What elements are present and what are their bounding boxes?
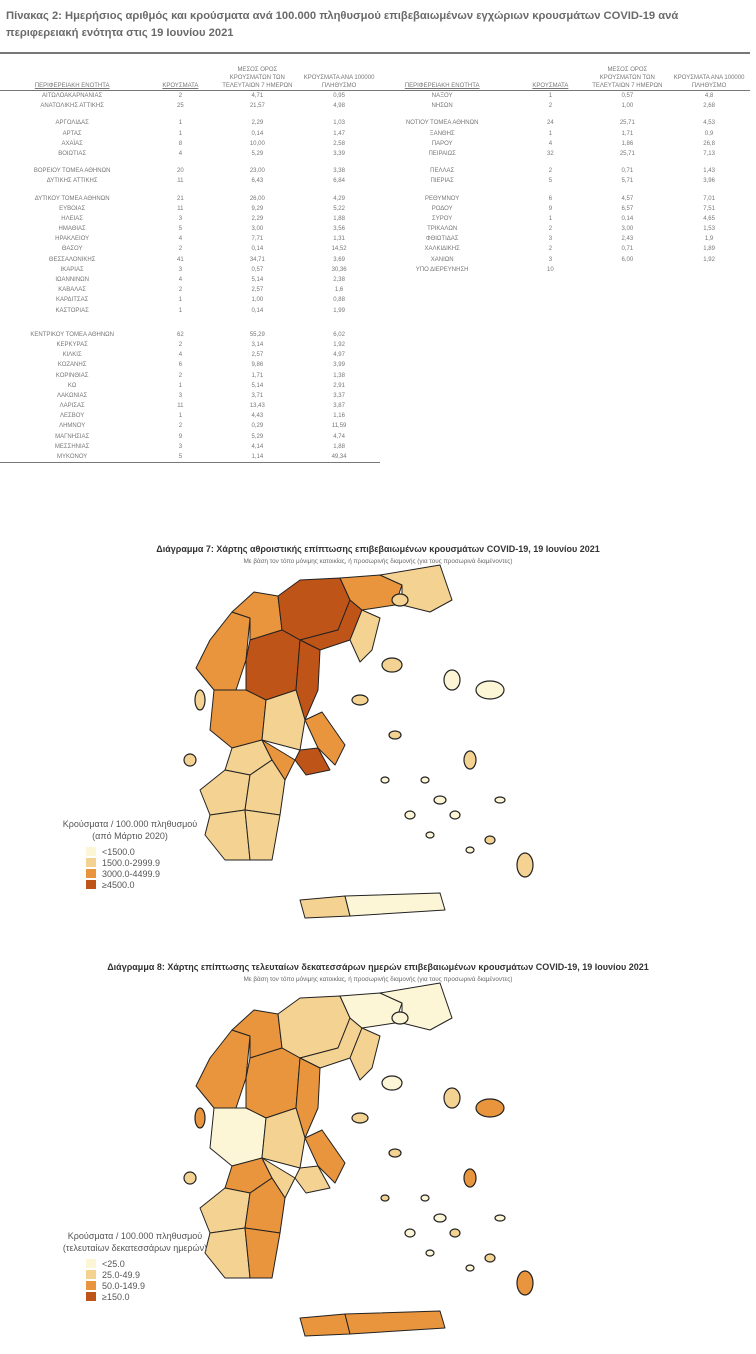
map-island <box>466 1265 474 1271</box>
cell-per100k: 7,51 <box>703 205 715 212</box>
cell-region: ΜΥΚΟΝΟΥ <box>57 454 88 460</box>
cell-cases: 24 <box>547 120 554 127</box>
cell-region: ΑΡΓΟΛΙΔΑΣ <box>55 120 89 127</box>
cell-per100k: 3,96 <box>703 178 715 185</box>
cell-avg7: 1,71 <box>621 130 634 137</box>
cell-region: ΦΘΙΩΤΙΔΑΣ <box>425 236 459 243</box>
cell-per100k: 3,56 <box>333 226 345 233</box>
header-avg7: ΜΕΣΟΣ ΟΡΟΣ ΚΡΟΥΣΜΑΤΩΝ ΤΩΝ ΤΕΛΕΥΤΑΙΩΝ 7 ΗΜΕΡΩΝ <box>222 67 293 89</box>
cell-per100k: 1,03 <box>333 120 345 127</box>
cell-cases: 1 <box>178 120 183 127</box>
cell-region: ΛΕΣΒΟΥ <box>60 413 85 420</box>
cell-cases: 25 <box>177 103 184 110</box>
cell-cases: 5 <box>178 226 183 233</box>
cell-cases: 9 <box>548 205 553 212</box>
legend-swatch <box>86 1281 96 1290</box>
cell-avg7: 6,43 <box>251 178 264 185</box>
cell-per100k: 2,58 <box>333 140 345 147</box>
cell-avg7: 3,00 <box>251 226 264 233</box>
cell-region: ΘΕΣΣΑΛΟΝΙΚΗΣ <box>48 256 96 263</box>
map-region-sterea-e <box>262 1108 305 1168</box>
map-region-epirus <box>196 1030 250 1108</box>
cell-region: ΚΑΣΤΟΡΙΑΣ <box>55 307 89 314</box>
legend-label: 25.0-49.9 <box>102 1269 141 1280</box>
cell-avg7: 5,29 <box>251 150 264 157</box>
cell-cases: 41 <box>177 256 184 263</box>
map-island <box>464 1169 476 1187</box>
cell-cases: 11 <box>177 403 184 410</box>
cell-region: ΚΙΛΚΙΣ <box>62 352 82 359</box>
map8-legend <box>40 1230 230 1302</box>
map7-subtitle: Με βάση τον τόπο μόνιμης κατοικίας, ή προσωρινής διαμονής (για τους προσωρινά διαμένοντες) <box>243 558 513 565</box>
cell-cases: 4 <box>178 352 183 359</box>
cell-avg7: 7,71 <box>251 236 264 243</box>
cell-cases: 2 <box>548 168 553 175</box>
cell-avg7: 0,14 <box>251 307 264 314</box>
cell-cases: 2 <box>178 246 183 253</box>
cell-avg7: 2,57 <box>251 352 264 359</box>
cell-avg7: 4,71 <box>251 93 264 99</box>
cell-cases: 6 <box>178 362 183 369</box>
header-cases: ΚΡΟΥΣΜΑΤΑ <box>532 83 569 89</box>
map-island <box>421 1195 429 1201</box>
cell-avg7: 4,57 <box>621 195 634 202</box>
cell-region: ΧΑΛΚΙΔΙΚΗΣ <box>424 246 460 253</box>
cell-per100k: 11,59 <box>331 423 347 430</box>
map-region-ilia <box>200 1188 250 1233</box>
header-avg7: ΜΕΣΟΣ ΟΡΟΣ ΚΡΟΥΣΜΑΤΩΝ ΤΩΝ ΤΕΛΕΥΤΑΙΩΝ 7 ΗΜΕΡΩΝ <box>592 67 663 89</box>
map-island <box>434 1214 446 1222</box>
header-region: ΠΕΡΙΦΕΡΕΙΑΚΗ ΕΝΟΤΗΤΑ <box>404 83 480 89</box>
cell-region: ΘΑΣΟΥ <box>61 246 83 253</box>
cell-per100k: 4,97 <box>333 352 345 359</box>
cell-region: ΚΕΝΤΡΙΚΟΥ ΤΟΜΕΑ ΑΘΗΝΩΝ <box>30 331 114 338</box>
cell-region: ΡΕΘΥΜΝΟΥ <box>425 195 460 202</box>
cell-avg7: 5,71 <box>621 178 634 185</box>
cell-cases: 2 <box>178 372 183 379</box>
cell-avg7: 25,71 <box>619 150 635 157</box>
cell-per100k: 1,53 <box>703 226 715 233</box>
cell-cases: 21 <box>177 195 184 202</box>
map-island <box>485 1254 495 1262</box>
cell-region: ΧΑΝΙΩΝ <box>430 256 454 263</box>
cell-per100k: 2,91 <box>333 382 345 389</box>
cell-region: ΗΜΑΘΙΑΣ <box>58 226 86 233</box>
cell-region: ΒΟΙΩΤΙΑΣ <box>58 150 87 157</box>
header-cases: ΚΡΟΥΣΜΑΤΑ <box>162 83 199 89</box>
cell-cases: 3 <box>178 392 183 399</box>
cell-avg7: 2,29 <box>251 120 264 127</box>
cell-per100k: 4,74 <box>333 433 345 440</box>
cell-cases: 1 <box>178 413 183 420</box>
cell-avg7: 10,00 <box>249 140 265 147</box>
cell-region: ΑΝΑΤΟΛΙΚΗΣ ΑΤΤΙΚΗΣ <box>40 103 104 110</box>
legend-swatch <box>86 1259 96 1268</box>
cell-cases: 6 <box>548 195 553 202</box>
cell-cases: 32 <box>547 150 554 157</box>
cell-avg7: 0,14 <box>251 246 264 253</box>
cell-region: ΙΚΑΡΙΑΣ <box>60 266 84 273</box>
cell-avg7: 1,00 <box>251 297 264 304</box>
cell-region: ΛΑΡΙΣΑΣ <box>59 403 85 410</box>
cell-cases: 2 <box>548 103 553 110</box>
cell-region: ΗΛΕΙΑΣ <box>61 215 84 222</box>
cell-region: ΕΥΒΟΙΑΣ <box>59 205 86 212</box>
cell-avg7: 6,57 <box>621 205 634 212</box>
cell-region: ΙΩΑΝΝΙΝΩΝ <box>55 277 89 283</box>
map-island <box>184 1172 196 1184</box>
cell-per100k: 3,99 <box>333 362 345 369</box>
map8-title: Διάγραμμα 8: Χάρτης επίπτωσης τελευταίων δεκατεσσάρων ημερών επιβεβαιωμένων κρουσμάτων COVID-19, 19 Ιουνίου 2021 <box>107 962 649 972</box>
cell-cases: 5 <box>178 454 183 460</box>
cell-avg7: 5,14 <box>251 277 264 283</box>
cell-region: ΚΑΒΑΛΑΣ <box>58 287 87 294</box>
cell-region: ΝΑΞΟΥ <box>431 93 453 99</box>
cell-region: ΔΥΤΙΚΗΣ ΑΤΤΙΚΗΣ <box>46 178 98 185</box>
map-island <box>476 1099 504 1117</box>
cell-avg7: 1,86 <box>621 140 634 147</box>
cell-per100k: 1,99 <box>333 307 345 314</box>
map-island <box>195 1108 205 1128</box>
cell-cases: 1 <box>548 215 553 222</box>
cell-per100k: 3,87 <box>333 403 345 410</box>
cell-region: ΚΑΡΔΙΤΣΑΣ <box>55 297 89 304</box>
cell-per100k: 3,37 <box>333 392 345 399</box>
cell-cases: 1 <box>548 130 553 137</box>
cell-per100k: 26,8 <box>703 140 715 147</box>
cell-region: ΣΥΡΟΥ <box>432 215 453 222</box>
cell-region: ΜΑΓΝΗΣΙΑΣ <box>55 433 90 440</box>
map-island <box>405 1229 415 1237</box>
cell-avg7: 3,14 <box>251 341 264 348</box>
cell-cases: 2 <box>548 226 553 233</box>
cell-avg7: 0,71 <box>621 168 634 175</box>
cell-cases: 2 <box>548 246 553 253</box>
cell-per100k: 6,02 <box>333 331 345 338</box>
cell-avg7: 1,71 <box>251 372 264 379</box>
cell-per100k: 14,52 <box>331 246 347 253</box>
cell-region: ΑΙΤΩΛΟΑΚΑΡΝΑΝΙΑΣ <box>42 93 103 99</box>
cell-avg7: 0,29 <box>251 423 264 430</box>
legend-label: ≥150.0 <box>102 1291 130 1302</box>
cell-region: ΝΗΣΩΝ <box>431 103 453 110</box>
cell-per100k: 3,39 <box>333 150 345 157</box>
cell-avg7: 25,71 <box>619 120 635 127</box>
map-island <box>392 1012 408 1024</box>
cell-cases: 11 <box>177 178 184 185</box>
cell-avg7: 34,71 <box>249 256 265 263</box>
cell-avg7: 2,29 <box>251 215 264 222</box>
cell-cases: 4 <box>178 236 183 243</box>
table-title: Πίνακας 2: Ημερήσιος αριθμός και κρούσματα ανά 100.000 πληθυσμού επιβεβαιωμένων εγχώριων κρουσμάτων COVID-19 ανά περιφερειακή ενότητα στις 19 Ιουνίου 2021 <box>6 10 679 39</box>
cell-cases: 3 <box>548 256 553 263</box>
cell-cases: 8 <box>178 140 183 147</box>
cell-avg7: 0,71 <box>621 246 634 253</box>
cell-region: ΛΗΜΝΟΥ <box>59 423 86 430</box>
cell-region: ΠΕΙΡΑΙΩΣ <box>428 150 456 157</box>
cell-cases: 3 <box>178 215 183 222</box>
cell-cases: 4 <box>178 277 183 283</box>
cell-cases: 9 <box>178 433 183 440</box>
map-island <box>381 1195 389 1201</box>
cell-per100k: 3,38 <box>333 168 345 175</box>
cell-per100k: 3,69 <box>333 256 345 263</box>
map-region-lakonia <box>245 1228 280 1278</box>
cell-avg7: 2,43 <box>621 236 634 243</box>
cell-avg7: 1,00 <box>621 103 634 110</box>
legend-label: 3000.0-4499.9 <box>102 868 161 879</box>
cell-avg7: 55,29 <box>249 331 265 338</box>
map-island <box>444 1088 460 1108</box>
legend-item <box>86 1258 230 1269</box>
cell-region: ΗΡΑΚΛΕΙΟΥ <box>55 236 90 243</box>
legend-label: 1500.0-2999.9 <box>102 857 161 868</box>
cell-region: ΚΟΖΑΝΗΣ <box>57 362 87 369</box>
legend-label: <25.0 <box>102 1258 125 1269</box>
map-region-crete-w <box>300 1314 350 1336</box>
cell-region: ΝΟΤΙΟΥ ΤΟΜΕΑ ΑΘΗΝΩΝ <box>405 120 479 127</box>
legend-item <box>86 1280 230 1291</box>
cell-cases: 62 <box>177 331 184 338</box>
cell-region: ΜΕΣΣΗΝΙΑΣ <box>54 443 90 450</box>
header-per100k: ΚΡΟΥΣΜΑΤΑ ΑΝΑ 100000 ΠΛΗΘΥΣΜΟ <box>673 75 745 89</box>
legend-subtitle: (τελευταίων δεκατεσσάρων ημερών) <box>62 1243 208 1253</box>
map-region-thessaly-w <box>246 1048 300 1118</box>
cell-avg7: 0,14 <box>621 215 634 222</box>
cell-per100k: 1,9 <box>704 236 714 243</box>
cell-per100k: 1,47 <box>333 130 345 137</box>
cell-cases: 3 <box>178 443 183 450</box>
map-island <box>450 1229 460 1237</box>
cell-per100k: 30,36 <box>331 266 347 273</box>
cell-avg7: 4,43 <box>251 413 264 420</box>
cell-per100k: 1,6 <box>334 287 344 294</box>
cell-cases: 2 <box>178 423 183 430</box>
cell-region: ΔΥΤΙΚΟΥ ΤΟΜΕΑ ΑΘΗΝΩΝ <box>34 195 110 202</box>
cell-per100k: 0,9 <box>704 130 714 137</box>
cell-region: ΑΧΑΪΑΣ <box>61 140 83 147</box>
legend-label: ≥4500.0 <box>102 879 135 890</box>
cell-region: ΡΟΔΟΥ <box>431 205 453 212</box>
cell-avg7: 6,00 <box>621 256 634 263</box>
legend-title: Κρούσματα / 100.000 πληθυσμού <box>67 1231 203 1241</box>
cell-per100k: 4,65 <box>703 215 715 222</box>
cell-cases: 11 <box>177 205 184 212</box>
cell-per100k: 6,84 <box>333 178 345 185</box>
cell-avg7: 9,29 <box>251 205 264 212</box>
cell-per100k: 7,01 <box>703 195 715 202</box>
legend-subtitle: (από Μάρτιο 2020) <box>92 831 168 841</box>
map-island <box>389 1149 401 1157</box>
cell-cases: 4 <box>548 140 553 147</box>
cell-cases: 20 <box>177 168 184 175</box>
cell-per100k: 7,13 <box>703 150 715 157</box>
legend-swatch <box>86 1270 96 1279</box>
cell-region: ΠΕΛΛΑΣ <box>430 168 455 175</box>
cell-per100k: 1,88 <box>333 215 345 222</box>
cell-avg7: 21,57 <box>249 103 265 110</box>
cell-region: ΚΟΡΙΝΘΙΑΣ <box>55 372 89 379</box>
cell-per100k: 1,16 <box>333 413 345 420</box>
cell-cases: 5 <box>548 178 553 185</box>
map-island <box>382 1076 402 1090</box>
cell-avg7: 5,14 <box>251 382 264 389</box>
map-island <box>352 1113 368 1123</box>
cell-region: ΛΑΚΩΝΙΑΣ <box>57 392 88 399</box>
legend-label: <1500.0 <box>102 846 135 857</box>
cell-region: ΞΑΝΘΗΣ <box>429 130 455 137</box>
cell-cases: 3 <box>548 236 553 243</box>
cell-avg7: 2,57 <box>251 287 264 294</box>
map8-subtitle: Με βάση τον τόπο μόνιμης κατοικίας, ή προσωρινής διαμονής (για τους προσωρινά διαμένοντες) <box>243 976 513 983</box>
cell-cases: 1 <box>548 93 553 99</box>
cell-avg7: 3,00 <box>621 226 634 233</box>
cell-per100k: 5,22 <box>333 205 345 212</box>
cell-cases: 3 <box>178 266 183 273</box>
cell-avg7: 9,86 <box>251 362 264 369</box>
cell-cases: 10 <box>547 266 554 273</box>
cell-per100k: 4,29 <box>333 195 345 202</box>
cell-avg7: 0,57 <box>621 93 634 99</box>
cell-avg7: 26,00 <box>249 195 265 202</box>
cell-region: ΠΙΕΡΙΑΣ <box>430 178 454 185</box>
cell-cases: 4 <box>178 150 183 157</box>
cell-avg7: 4,14 <box>251 443 264 450</box>
header-per100k: ΚΡΟΥΣΜΑΤΑ ΑΝΑ 100000 ΠΛΗΘΥΣΜΟ <box>303 75 375 89</box>
cell-region: ΚΩ <box>67 382 77 389</box>
cell-per100k: 1,92 <box>333 341 345 348</box>
cell-cases: 1 <box>178 130 183 137</box>
cell-per100k: 1,43 <box>703 168 715 175</box>
cell-region: ΠΑΡΟΥ <box>431 140 453 147</box>
map-region-crete-e <box>345 1311 445 1334</box>
map7-title: Διάγραμμα 7: Χάρτης αθροιστικής επίπτωσης επιβεβαιωμένων κρουσμάτων COVID-19, 19 Ιουνίου 2021 <box>156 544 600 554</box>
cell-avg7: 5,29 <box>251 433 264 440</box>
cell-per100k: 0,88 <box>333 297 345 304</box>
cell-per100k: 49,34 <box>331 454 347 460</box>
cell-avg7: 13,43 <box>249 403 265 410</box>
cell-cases: 1 <box>178 297 183 304</box>
cell-per100k: 1,31 <box>333 236 345 243</box>
cell-per100k: 0,95 <box>333 93 345 99</box>
legend-label: 50.0-149.9 <box>102 1280 146 1291</box>
cell-avg7: 0,57 <box>251 266 264 273</box>
cell-per100k: 2,38 <box>333 277 345 283</box>
cell-per100k: 1,89 <box>703 246 715 253</box>
map-island <box>517 1271 533 1295</box>
map-island <box>426 1250 434 1256</box>
cell-avg7: 1,14 <box>251 454 264 460</box>
legend-title: Κρούσματα / 100.000 πληθυσμού <box>62 819 198 829</box>
cell-per100k: 4,98 <box>333 103 345 110</box>
cell-region: ΥΠΟ ΔΙΕΡΕΥΝΗΣΗ <box>415 266 469 273</box>
cell-avg7: 23,00 <box>249 168 265 175</box>
cell-avg7: 0,14 <box>251 130 264 137</box>
map-region-sterea-w <box>210 1108 266 1166</box>
cell-per100k: 2,68 <box>703 103 715 110</box>
cell-region: ΑΡΤΑΣ <box>62 130 82 137</box>
cell-per100k: 1,92 <box>703 256 715 263</box>
legend-item <box>86 1269 230 1280</box>
cell-cases: 2 <box>178 93 183 99</box>
cell-region: ΒΟΡΕΙΟΥ ΤΟΜΕΑ ΑΘΗΝΩΝ <box>33 168 111 175</box>
cell-avg7: 3,71 <box>251 392 264 399</box>
cell-per100k: 4,8 <box>704 93 714 99</box>
cell-region: ΚΕΡΚΥΡΑΣ <box>56 341 88 348</box>
cell-cases: 2 <box>178 287 183 294</box>
legend-item <box>86 1291 230 1302</box>
cell-cases: 2 <box>178 341 183 348</box>
map-island <box>495 1215 505 1221</box>
cell-per100k: 4,53 <box>703 120 715 127</box>
cell-per100k: 1,38 <box>333 372 345 379</box>
header-region: ΠΕΡΙΦΕΡΕΙΑΚΗ ΕΝΟΤΗΤΑ <box>34 83 110 89</box>
cell-per100k: 1,88 <box>333 443 345 450</box>
cell-cases: 1 <box>178 382 183 389</box>
legend-swatch <box>86 1292 96 1301</box>
cell-cases: 1 <box>178 307 183 314</box>
cell-region: ΤΡΙΚΑΛΩΝ <box>427 226 458 233</box>
